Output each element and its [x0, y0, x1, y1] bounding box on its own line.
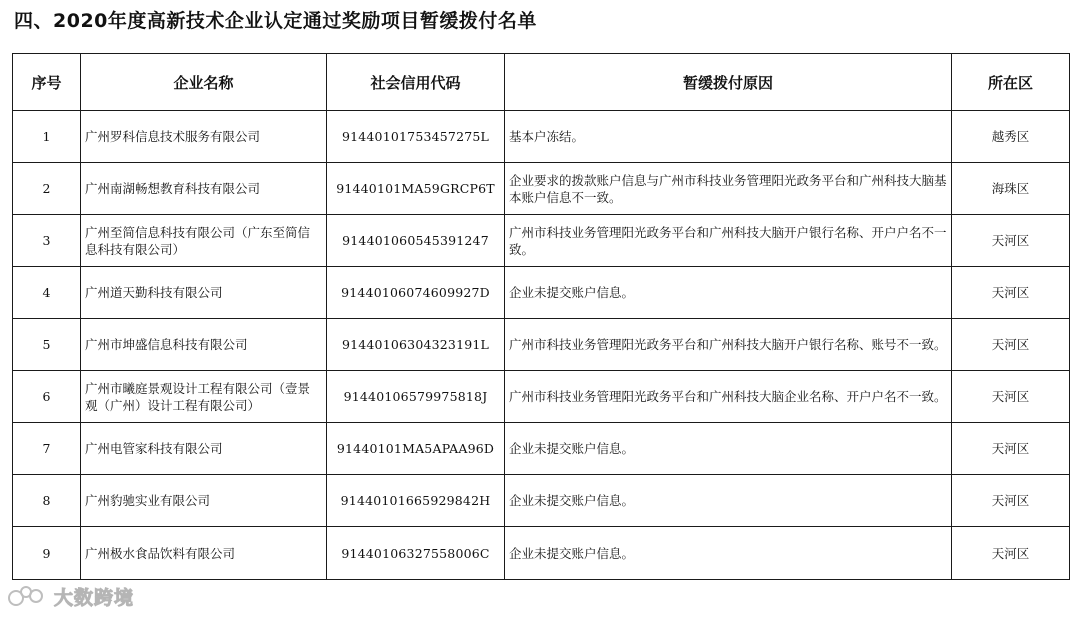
cell-deferral-reason: 基本户冻结。	[505, 111, 952, 163]
table-header-row	[13, 54, 1070, 111]
cell-credit-code: 91440106074609927D	[327, 267, 505, 319]
page-title: 四、2020年度高新技术企业认定通过奖励项目暂缓拨付名单	[14, 10, 537, 32]
cell-company-name: 广州市坤盛信息科技有限公司	[81, 319, 327, 371]
cell-deferral-reason: 广州市科技业务管理阳光政务平台和广州科技大脑开户银行名称、开户户名不一致。	[505, 215, 952, 267]
header-district: 所在区	[952, 54, 1070, 111]
cell-serial-number: 8	[13, 475, 81, 527]
cell-deferral-reason: 企业未提交账户信息。	[505, 475, 952, 527]
cell-company-name: 广州极水食品饮料有限公司	[81, 527, 327, 580]
cell-district: 天河区	[952, 423, 1070, 475]
cell-company-name: 广州道天勤科技有限公司	[81, 267, 327, 319]
cell-credit-code: 914401060545391247	[327, 215, 505, 267]
cell-credit-code: 91440101MA5APAA96D	[327, 423, 505, 475]
header-serial-number: 序号	[13, 54, 81, 111]
cell-district: 天河区	[952, 215, 1070, 267]
cell-serial-number: 4	[13, 267, 81, 319]
brand-logo-icon	[6, 582, 50, 610]
deferred-payment-table	[12, 53, 1070, 580]
cell-district: 海珠区	[952, 163, 1070, 215]
cell-serial-number: 2	[13, 163, 81, 215]
cell-company-name: 广州电管家科技有限公司	[81, 423, 327, 475]
cell-company-name: 广州南湖畅想教育科技有限公司	[81, 163, 327, 215]
table-row	[13, 163, 1070, 215]
table-row	[13, 267, 1070, 319]
cell-credit-code: 91440106304323191L	[327, 319, 505, 371]
watermark-text: 大数跨境	[54, 586, 135, 609]
table-row	[13, 371, 1070, 423]
cell-district: 越秀区	[952, 111, 1070, 163]
cell-deferral-reason: 广州市科技业务管理阳光政务平台和广州科技大脑开户银行名称、账号不一致。	[505, 319, 952, 371]
cell-district: 天河区	[952, 267, 1070, 319]
cell-district: 天河区	[952, 319, 1070, 371]
cell-credit-code: 91440101MA59GRCP6T	[327, 163, 505, 215]
cell-serial-number: 5	[13, 319, 81, 371]
cell-credit-code: 91440101753457275L	[327, 111, 505, 163]
table-row	[13, 319, 1070, 371]
cell-credit-code: 91440101665929842H	[327, 475, 505, 527]
cell-serial-number: 1	[13, 111, 81, 163]
cell-serial-number: 9	[13, 527, 81, 580]
cell-deferral-reason: 企业未提交账户信息。	[505, 527, 952, 580]
cell-credit-code: 91440106327558006C	[327, 527, 505, 580]
cell-company-name: 广州罗科信息技术服务有限公司	[81, 111, 327, 163]
cell-serial-number: 7	[13, 423, 81, 475]
table-row	[13, 475, 1070, 527]
table-row	[13, 527, 1070, 580]
cell-company-name: 广州豹驰实业有限公司	[81, 475, 327, 527]
cell-deferral-reason: 企业未提交账户信息。	[505, 267, 952, 319]
watermark	[6, 582, 134, 610]
cell-deferral-reason: 广州市科技业务管理阳光政务平台和广州科技大脑企业名称、开户户名不一致。	[505, 371, 952, 423]
cell-company-name: 广州至简信息科技有限公司（广东至简信息科技有限公司）	[81, 215, 327, 267]
cell-serial-number: 6	[13, 371, 81, 423]
cell-company-name: 广州市曦庭景观设计工程有限公司（壹景观（广州）设计工程有限公司）	[81, 371, 327, 423]
cell-serial-number: 3	[13, 215, 81, 267]
table-row	[13, 111, 1070, 163]
table-row	[13, 423, 1070, 475]
cell-district: 天河区	[952, 527, 1070, 580]
cell-district: 天河区	[952, 371, 1070, 423]
cell-district: 天河区	[952, 475, 1070, 527]
table-row	[13, 215, 1070, 267]
cell-credit-code: 91440106579975818J	[327, 371, 505, 423]
header-credit-code: 社会信用代码	[327, 54, 505, 111]
cell-deferral-reason: 企业要求的拨款账户信息与广州市科技业务管理阳光政务平台和广州科技大脑基本账户信息不一致。	[505, 163, 952, 215]
header-deferral-reason: 暂缓拨付原因	[505, 54, 952, 111]
cell-deferral-reason: 企业未提交账户信息。	[505, 423, 952, 475]
header-company-name: 企业名称	[81, 54, 327, 111]
